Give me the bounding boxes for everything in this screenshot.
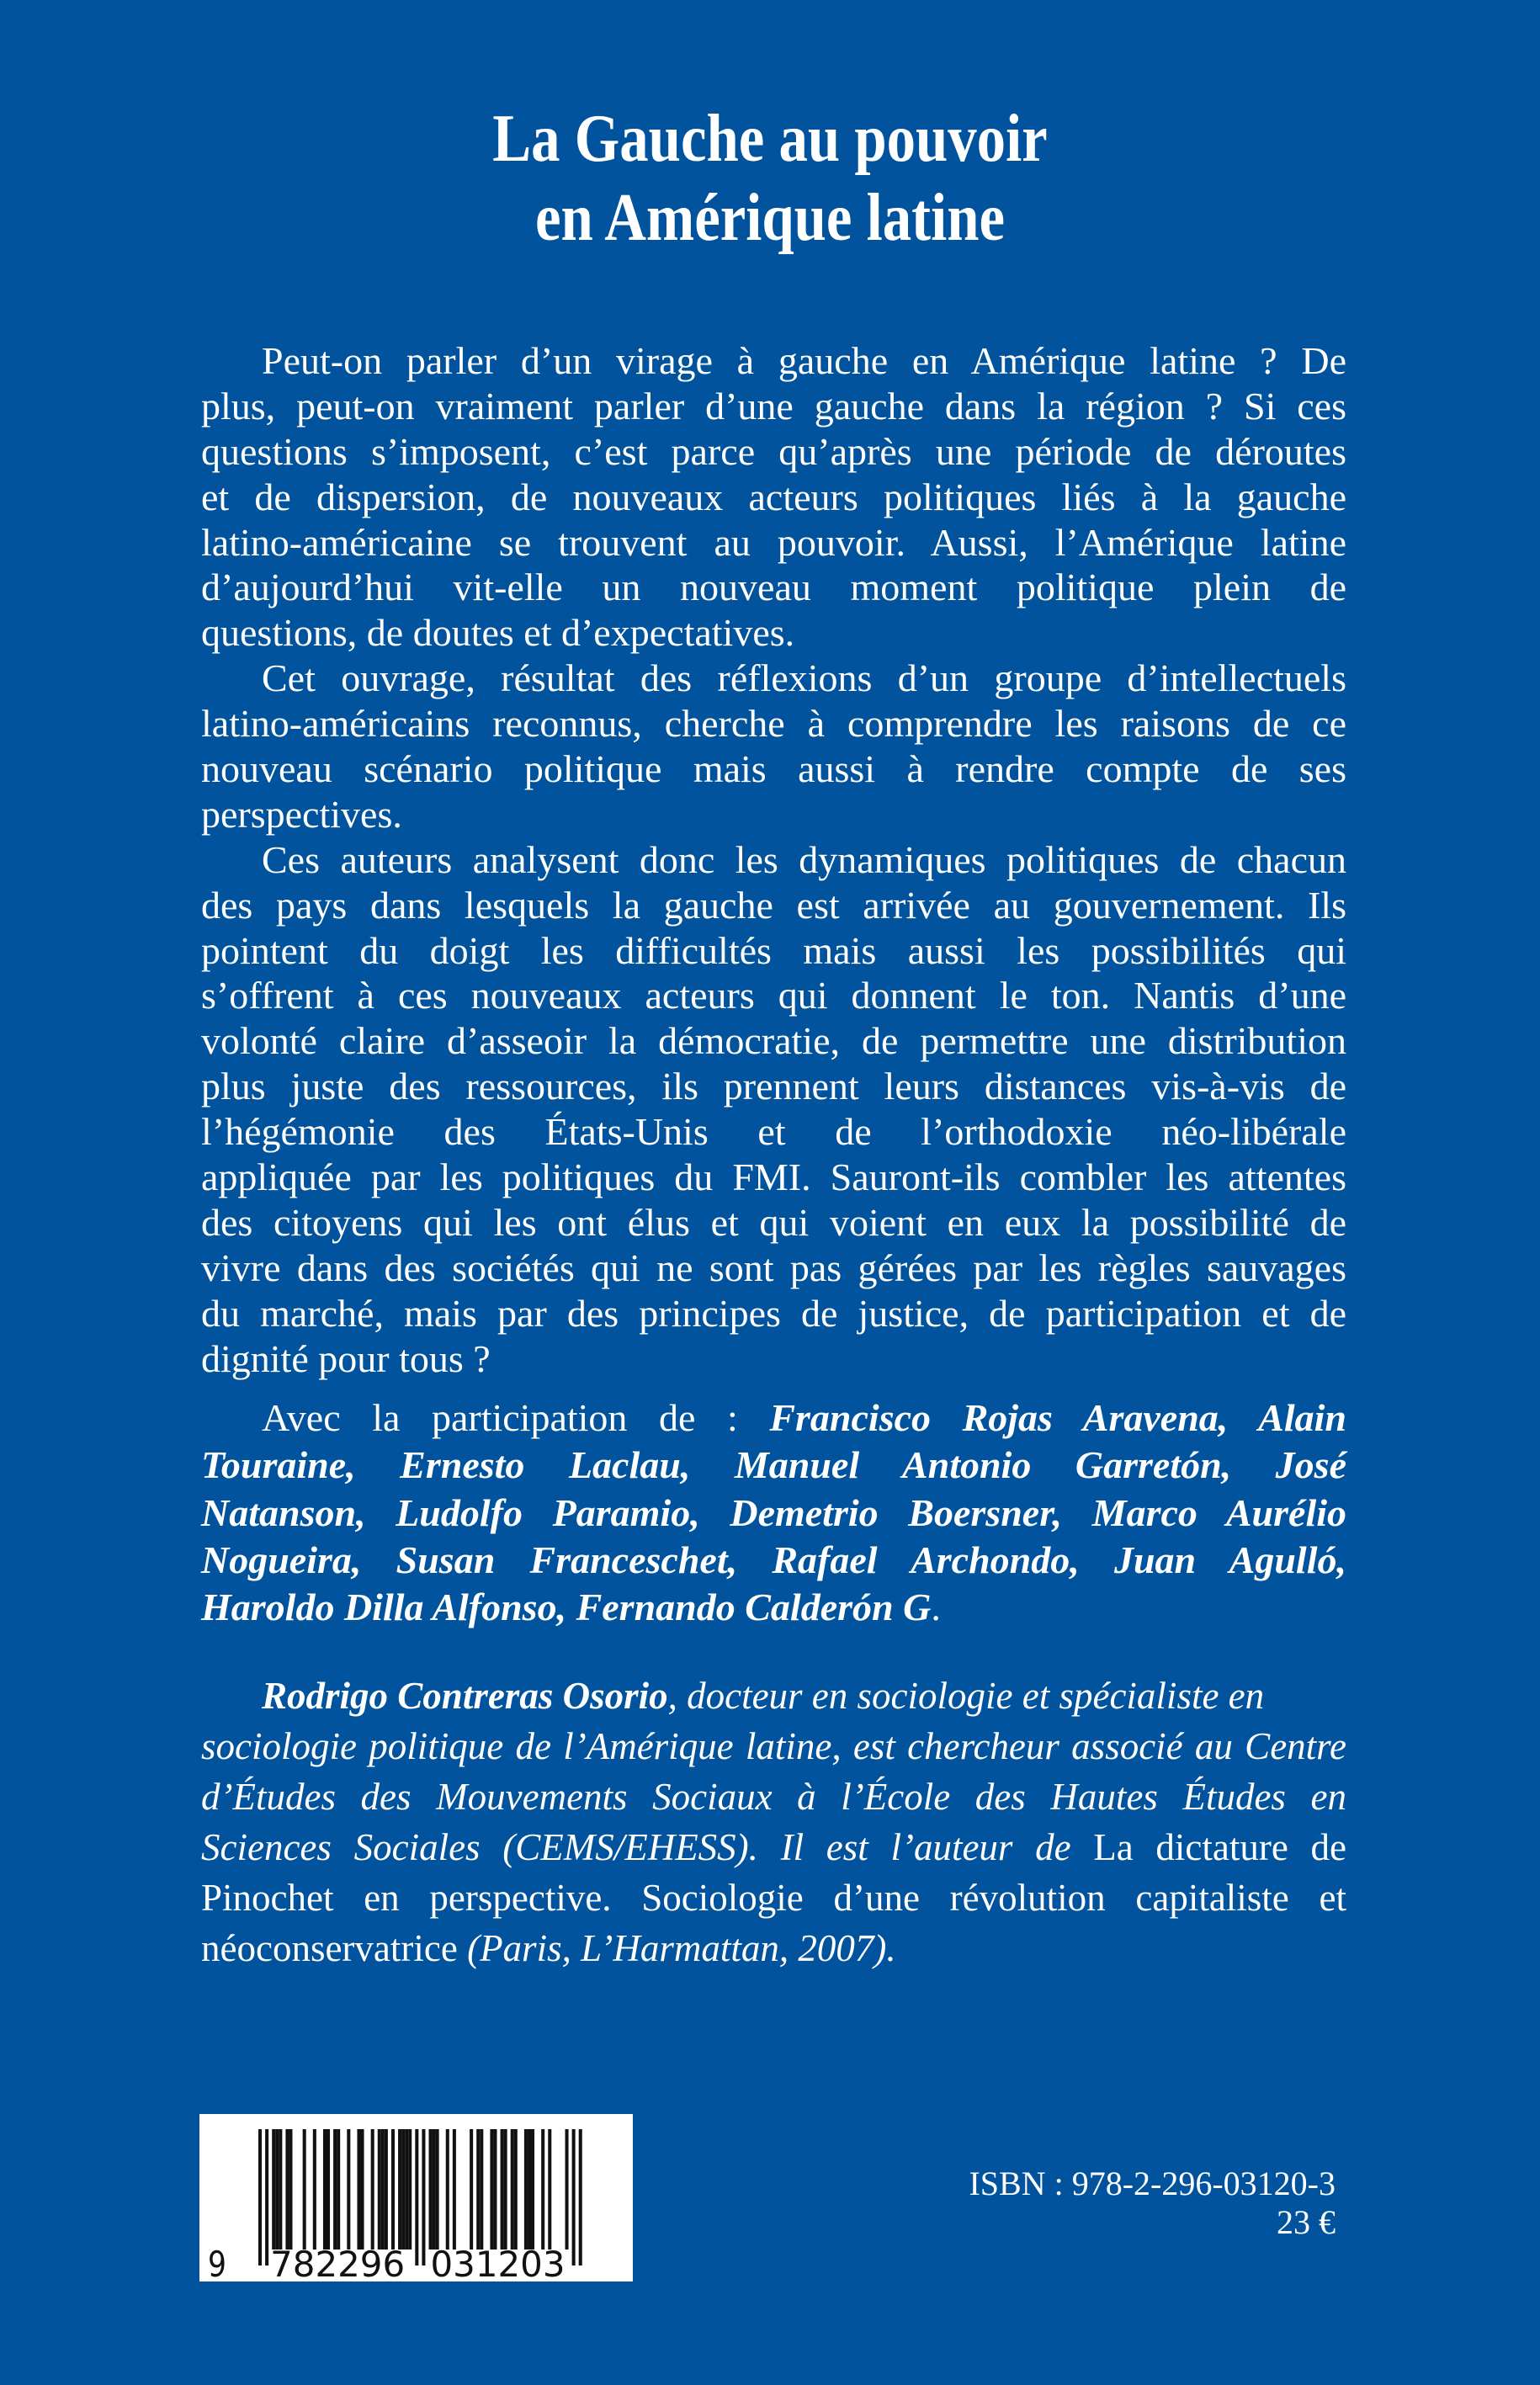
isbn-block [969,2165,1336,2242]
text-line [201,1490,1346,1537]
barcode-bar [470,2129,473,2250]
text-line: d’aujourd’hui vit-elle un nouveau moment politique plein de [201,566,1346,609]
text-line: du marché, mais par des principes de justice, de participation et de [201,1291,1346,1335]
text-line: dignité pour tous ? [201,1336,491,1380]
text-line: plus juste des ressources, ils prennent leurs distances vis-à-vis de [201,1065,1346,1108]
barcode-bar [357,2129,360,2250]
text-line: perspectives. [201,792,402,836]
barcode-bar [258,2129,262,2265]
text-line [201,1771,1346,1822]
text-line [262,1671,1407,1721]
barcode-bar [446,2129,449,2250]
barcode-bar [476,2129,480,2250]
barcode-bar [572,2129,576,2265]
text-line [201,1923,1346,1973]
text-line: plus, peut-on vraiment parler d’une gauche dans la région ? Si ces [201,384,1346,428]
text-segment: , docteur en sociologie et spécialiste en [667,1675,1265,1717]
text-line: des pays dans lesquels la gauche est arrivée au gouvernement. Ils [201,883,1346,927]
text-line: l’hégémonie des États-Unis et de l’orthodoxie néo-libérale [201,1110,1346,1154]
barcode-bar [279,2129,282,2250]
text-line: vivre dans des sociétés qui ne sont pas gérées par les règles sauvages [201,1246,1346,1289]
text-line [201,1442,1346,1489]
barcode-bar [323,2129,327,2250]
barcode-bar [511,2129,514,2250]
barcode-bar [391,2129,395,2250]
barcode-bar [408,2129,412,2250]
name-text: Haroldo Dilla Alfonso, Fernando Calderón G [201,1586,932,1629]
text-line: appliquée par les politiques du FMI. Sauront-ils combler les attentes [201,1155,1346,1199]
barcode-bar [327,2129,330,2250]
text-line: nouveau scénario politique mais aussi à rendre compte de ses [201,747,1346,791]
text-segment: Pinochet en perspective. Sociologie d’une révolution capitaliste et [201,1877,1346,1919]
barcode-bar [378,2129,381,2250]
text-segment: Sciences Sociales (CEMS/EHESS). Il est l’auteur de [201,1826,1094,1868]
barcode-bar [272,2129,275,2250]
author-bio [201,1671,1346,1973]
barcode-digits: 782296 [270,2244,406,2281]
barcode-bar [415,2129,418,2265]
text-line: pointent du doigt les difficultés mais aussi les possibilités qui [201,928,1346,972]
text-line: latino-américains reconnus, cherche à comprendre les raisons de ce [201,702,1346,746]
barcode-bar [405,2129,408,2250]
barcode-bar [501,2129,504,2250]
barcode-bar [531,2129,534,2250]
title-line: en Amérique latine [534,181,1005,255]
name-text: Francisco Rojas Aravena, Alain [769,1396,1346,1439]
barcode-bar [504,2129,507,2250]
barcode-bar [313,2129,316,2250]
barcode-bar [433,2129,436,2250]
barcode-bars [199,2114,633,2281]
text-line: Ces auteurs analysent donc les dynamiques politiques de chacun [262,837,1346,881]
text-line: s’offrent à ces nouveaux acteurs qui donnent le ton. Nantis d’une [201,974,1346,1017]
barcode-digits: 9 [208,2244,226,2281]
barcode-bar [265,2129,268,2265]
barcode-bar [289,2129,292,2250]
text-line [201,1872,1346,1923]
barcode-bar [337,2129,340,2250]
text-segment: (Paris, L’Harmattan, 2007). [467,1927,896,1969]
text-line: et de dispersion, de nouveaux acteurs politiques liés à la gauche [201,475,1346,518]
book-title [0,99,1540,258]
text-segment: néoconservatrice [201,1927,468,1969]
text-segment: d’Études des Mouvements Sociaux à l’École des Hautes Études en [201,1776,1346,1818]
barcode-bar [493,2129,497,2250]
text-line: latino-américaine se trouvent au pouvoir. Aussi, l’Amérique latine [201,520,1346,564]
name-text: Nogueira, Susan Franceschet, Rafael Archondo, Juan Agulló, [201,1538,1346,1581]
text-line: Cet ouvrage, résultat des réflexions d’un groupe d’intellectuels [262,656,1346,700]
barcode-bar [579,2129,582,2265]
text-line: Peut-on parler d’un virage à gauche en Amérique latine ? De [262,339,1346,382]
text-segment: sociologie politique de l’Amérique latine, est chercheur associé au Centre [201,1725,1346,1767]
text-line: questions s’imposent, c’est parce qu’après une période de déroutes [201,429,1346,473]
barcode-bar [490,2129,493,2250]
text-line: questions, de doutes et d’expectatives. [201,611,795,655]
barcode-bar [303,2129,306,2250]
barcode-bar [347,2129,350,2250]
name-text: Rodrigo Contreras Osorio [262,1675,668,1717]
barcode-bar [514,2129,518,2250]
summary-text [201,338,1346,1381]
text-segment: Avec la participation de : [262,1396,770,1439]
barcode-bar [381,2129,385,2250]
text-segment: . [931,1586,941,1629]
barcode-bar [422,2129,425,2265]
text-line [201,1394,1346,1442]
barcode-bar [453,2129,456,2250]
barcode-bar [480,2129,483,2250]
barcode-bar [429,2129,433,2250]
barcode-bar [398,2129,401,2250]
barcode-bar [333,2129,337,2250]
barcode-digits: 031203 [430,2244,566,2281]
barcode-bar [528,2129,531,2250]
isbn-barcode [199,2114,633,2281]
barcode-bar [275,2129,279,2250]
barcode-bar [371,2129,374,2250]
barcode-bar [436,2129,439,2250]
title-line: La Gauche au pouvoir [492,102,1048,176]
barcode-bar [524,2129,528,2250]
participation-text [201,1394,1346,1631]
price: 23 € [1277,2203,1336,2241]
name-text: Touraine, Ernesto Laclau, Manuel Antonio Garretón, José [201,1443,1346,1487]
text-line [201,1721,1346,1771]
text-line [201,1822,1346,1872]
barcode-bar [285,2129,289,2250]
barcode-bar [361,2129,364,2250]
text-line [201,1537,1346,1584]
text-line: des citoyens qui les ont élus et qui voient en eux la possibilité de [201,1200,1346,1244]
text-segment: La dictature de [1093,1826,1346,1868]
text-line: volonté claire d’asseoir la démocratie, de permettre une distribution [201,1019,1346,1063]
barcode-bar [385,2129,388,2250]
name-text: Natanson, Ludolfo Paramio, Demetrio Boersner, Marco Aurélio [201,1490,1346,1534]
barcode-bar [566,2129,569,2250]
barcode-bar [541,2129,544,2250]
barcode-bar [401,2129,405,2250]
text-line [201,1584,1346,1631]
barcode-bar [548,2129,551,2250]
isbn-number: ISBN : 978-2-296-03120-3 [969,2165,1336,2202]
